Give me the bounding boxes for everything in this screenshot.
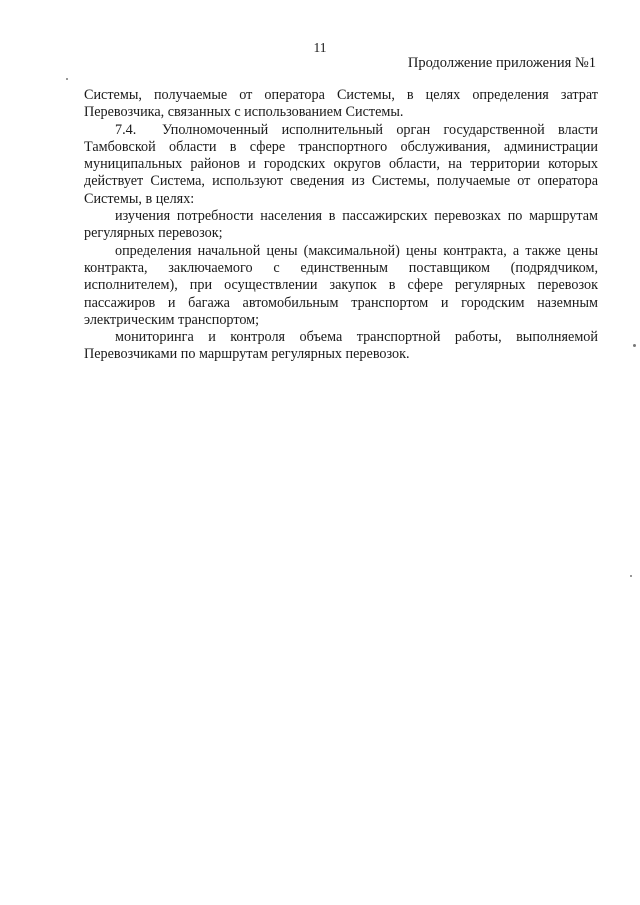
scan-speck <box>630 575 632 577</box>
clause-number: 7.4. <box>115 121 137 138</box>
paragraph-purpose-study: изучения потребности населения в пассажирских перевозках по маршрутам регулярных перевозок; <box>84 208 598 242</box>
paragraph-purpose-pricing: определения начальной цены (максимальной) цены контракта, а также цены контракта, заключаемого с единственным поставщиком (подрядчиком, исполнителем), при осуществлении закупок в сфере регулярных перевозок пассажиров и багажа автомобильным транспортом и городским наземным электрическим транспортом; <box>84 242 598 328</box>
paragraph-continuation: Системы, получаемые от оператора Системы, в целях определения затрат Перевозчика, связанных с использованием Системы. <box>84 87 598 121</box>
document-body <box>84 87 598 364</box>
paragraph-7-4 <box>84 122 598 208</box>
clause-text: Уполномоченный исполнительный орган государственной власти Тамбовской области в сфере транспортного обслуживания, администрации муниципальных районов и городских округов области, на территории которых действует Система, используют сведения из Системы, получаемые от оператора Системы, в целях: <box>84 121 598 207</box>
page-number: 11 <box>313 40 327 55</box>
paragraph-purpose-monitoring: мониторинга и контроля объема транспортной работы, выполняемой Перевозчиками по маршрутам регулярных перевозок. <box>84 329 598 363</box>
scan-speck <box>66 78 68 80</box>
scan-speck <box>633 344 636 347</box>
appendix-continuation-header: Продолжение приложения №1 <box>407 55 596 71</box>
